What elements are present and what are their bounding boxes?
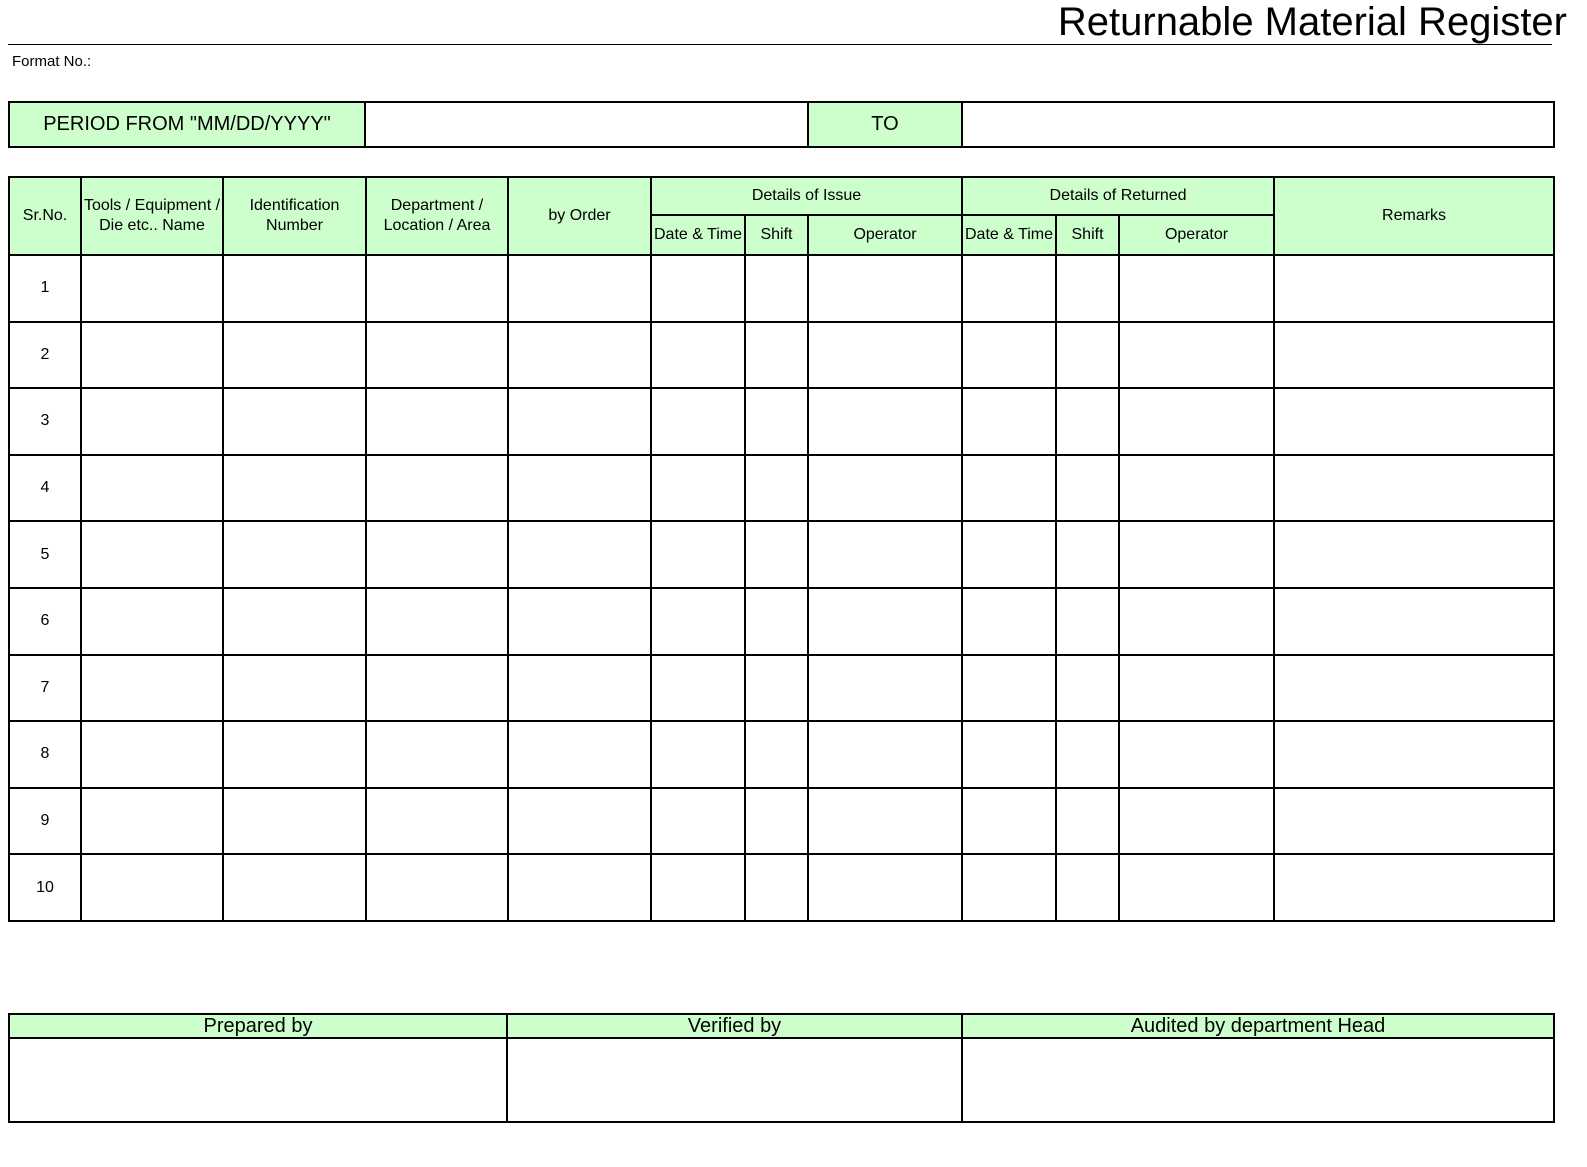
remarks-cell[interactable]	[1274, 655, 1554, 722]
returned-date-time-cell[interactable]	[962, 655, 1056, 722]
issue-operator-cell[interactable]	[808, 588, 962, 655]
header-details-of-returned: Details of Returned	[962, 177, 1274, 215]
identification-number-cell[interactable]	[223, 588, 366, 655]
sr-no-cell: 3	[9, 388, 81, 455]
issue-date-time-cell[interactable]	[651, 655, 745, 722]
returned-date-time-cell[interactable]	[962, 721, 1056, 788]
header-sr-no: Sr.No.	[9, 177, 81, 255]
issue-shift-cell[interactable]	[745, 854, 808, 921]
table-row	[9, 588, 1554, 655]
returned-shift-cell[interactable]	[1056, 455, 1119, 522]
signature-table	[8, 1013, 1555, 1123]
period-table	[8, 101, 1555, 148]
issue-shift-cell[interactable]	[745, 255, 808, 322]
returned-date-time-cell[interactable]	[962, 588, 1056, 655]
tools-name-cell[interactable]	[81, 655, 223, 722]
returned-date-time-cell[interactable]	[962, 255, 1056, 322]
issue-operator-cell[interactable]	[808, 322, 962, 389]
audited-by-label: Audited by department Head	[962, 1014, 1554, 1038]
issue-date-time-cell[interactable]	[651, 455, 745, 522]
table-row	[9, 721, 1554, 788]
by-order-cell[interactable]	[508, 721, 651, 788]
issue-shift-cell[interactable]	[745, 655, 808, 722]
by-order-cell[interactable]	[508, 788, 651, 855]
page-title: Returnable Material Register	[1057, 0, 1567, 44]
issue-date-time-cell[interactable]	[651, 255, 745, 322]
department-cell[interactable]	[366, 588, 508, 655]
returned-shift-cell[interactable]	[1056, 854, 1119, 921]
header-tools-name: Tools / Equipment / Die etc.. Name	[81, 177, 223, 255]
identification-number-cell[interactable]	[223, 721, 366, 788]
tools-name-cell[interactable]	[81, 521, 223, 588]
remarks-cell[interactable]	[1274, 788, 1554, 855]
identification-number-cell[interactable]	[223, 322, 366, 389]
by-order-cell[interactable]	[508, 255, 651, 322]
tools-name-cell[interactable]	[81, 455, 223, 522]
header-issue-date-time: Date & Time	[651, 215, 745, 255]
by-order-cell[interactable]	[508, 388, 651, 455]
identification-number-cell[interactable]	[223, 521, 366, 588]
tools-name-cell[interactable]	[81, 388, 223, 455]
issue-operator-cell[interactable]	[808, 721, 962, 788]
department-cell[interactable]	[366, 388, 508, 455]
department-cell[interactable]	[366, 455, 508, 522]
department-cell[interactable]	[366, 788, 508, 855]
period-from-field[interactable]	[365, 102, 808, 147]
returned-shift-cell[interactable]	[1056, 322, 1119, 389]
sr-no-cell: 8	[9, 721, 81, 788]
header-by-order: by Order	[508, 177, 651, 255]
department-cell[interactable]	[366, 255, 508, 322]
issue-shift-cell[interactable]	[745, 322, 808, 389]
header-issue-operator: Operator	[808, 215, 962, 255]
issue-operator-cell[interactable]	[808, 521, 962, 588]
remarks-cell[interactable]	[1274, 322, 1554, 389]
register-table	[8, 176, 1555, 922]
table-row	[9, 521, 1554, 588]
identification-number-cell[interactable]	[223, 788, 366, 855]
issue-shift-cell[interactable]	[745, 521, 808, 588]
remarks-cell[interactable]	[1274, 388, 1554, 455]
by-order-cell[interactable]	[508, 655, 651, 722]
sr-no-cell: 6	[9, 588, 81, 655]
returned-date-time-cell[interactable]	[962, 388, 1056, 455]
returned-shift-cell[interactable]	[1056, 588, 1119, 655]
sr-no-cell: 4	[9, 455, 81, 522]
identification-number-cell[interactable]	[223, 854, 366, 921]
returned-date-time-cell[interactable]	[962, 788, 1056, 855]
table-row	[9, 255, 1554, 322]
table-row	[9, 322, 1554, 389]
header-returned-shift: Shift	[1056, 215, 1119, 255]
returned-operator-cell[interactable]	[1119, 588, 1274, 655]
by-order-cell[interactable]	[508, 588, 651, 655]
table-row	[9, 455, 1554, 522]
remarks-cell[interactable]	[1274, 588, 1554, 655]
remarks-cell[interactable]	[1274, 521, 1554, 588]
sr-no-cell: 10	[9, 854, 81, 921]
by-order-cell[interactable]	[508, 854, 651, 921]
title-underline	[8, 44, 1552, 45]
issue-operator-cell[interactable]	[808, 655, 962, 722]
returned-operator-cell[interactable]	[1119, 721, 1274, 788]
department-cell[interactable]	[366, 721, 508, 788]
returned-operator-cell[interactable]	[1119, 521, 1274, 588]
department-cell[interactable]	[366, 854, 508, 921]
remarks-cell[interactable]	[1274, 455, 1554, 522]
returned-date-time-cell[interactable]	[962, 854, 1056, 921]
returned-date-time-cell[interactable]	[962, 455, 1056, 522]
by-order-cell[interactable]	[508, 455, 651, 522]
header-department: Department / Location / Area	[366, 177, 508, 255]
tools-name-cell[interactable]	[81, 255, 223, 322]
returned-shift-cell[interactable]	[1056, 521, 1119, 588]
tools-name-cell[interactable]	[81, 322, 223, 389]
returned-operator-cell[interactable]	[1119, 322, 1274, 389]
identification-number-cell[interactable]	[223, 455, 366, 522]
by-order-cell[interactable]	[508, 322, 651, 389]
remarks-cell[interactable]	[1274, 255, 1554, 322]
issue-date-time-cell[interactable]	[651, 521, 745, 588]
issue-date-time-cell[interactable]	[651, 721, 745, 788]
issue-date-time-cell[interactable]	[651, 388, 745, 455]
issue-operator-cell[interactable]	[808, 788, 962, 855]
department-cell[interactable]	[366, 322, 508, 389]
tools-name-cell[interactable]	[81, 588, 223, 655]
issue-date-time-cell[interactable]	[651, 854, 745, 921]
table-row	[9, 788, 1554, 855]
returned-operator-cell[interactable]	[1119, 854, 1274, 921]
prepared-by-label: Prepared by	[9, 1014, 507, 1038]
prepared-by-signature-field[interactable]	[9, 1038, 507, 1122]
returned-operator-cell[interactable]	[1119, 655, 1274, 722]
returned-operator-cell[interactable]	[1119, 255, 1274, 322]
table-row	[9, 655, 1554, 722]
remarks-cell[interactable]	[1274, 854, 1554, 921]
issue-date-time-cell[interactable]	[651, 588, 745, 655]
tools-name-cell[interactable]	[81, 721, 223, 788]
issue-shift-cell[interactable]	[745, 721, 808, 788]
verified-by-signature-field[interactable]	[507, 1038, 962, 1122]
returned-date-time-cell[interactable]	[962, 322, 1056, 389]
issue-shift-cell[interactable]	[745, 388, 808, 455]
tools-name-cell[interactable]	[81, 788, 223, 855]
verified-by-label: Verified by	[507, 1014, 962, 1038]
identification-number-cell[interactable]	[223, 655, 366, 722]
returned-operator-cell[interactable]	[1119, 455, 1274, 522]
issue-shift-cell[interactable]	[745, 788, 808, 855]
returned-shift-cell[interactable]	[1056, 255, 1119, 322]
returned-shift-cell[interactable]	[1056, 721, 1119, 788]
audited-by-signature-field[interactable]	[962, 1038, 1554, 1122]
returned-shift-cell[interactable]	[1056, 788, 1119, 855]
sr-no-cell: 1	[9, 255, 81, 322]
sr-no-cell: 7	[9, 655, 81, 722]
by-order-cell[interactable]	[508, 521, 651, 588]
issue-operator-cell[interactable]	[808, 455, 962, 522]
period-to-field[interactable]	[962, 102, 1554, 147]
table-row	[9, 388, 1554, 455]
sr-no-cell: 9	[9, 788, 81, 855]
issue-operator-cell[interactable]	[808, 255, 962, 322]
header-returned-date-time: Date & Time	[962, 215, 1056, 255]
sr-no-cell: 5	[9, 521, 81, 588]
returned-operator-cell[interactable]	[1119, 788, 1274, 855]
header-remarks: Remarks	[1274, 177, 1554, 255]
issue-operator-cell[interactable]	[808, 388, 962, 455]
returned-operator-cell[interactable]	[1119, 388, 1274, 455]
returned-shift-cell[interactable]	[1056, 388, 1119, 455]
period-from-label: PERIOD FROM "MM/DD/YYYY"	[9, 102, 365, 147]
issue-operator-cell[interactable]	[808, 854, 962, 921]
issue-shift-cell[interactable]	[745, 588, 808, 655]
identification-number-cell[interactable]	[223, 255, 366, 322]
issue-date-time-cell[interactable]	[651, 322, 745, 389]
header-issue-shift: Shift	[745, 215, 808, 255]
department-cell[interactable]	[366, 521, 508, 588]
header-details-of-issue: Details of Issue	[651, 177, 962, 215]
identification-number-cell[interactable]	[223, 388, 366, 455]
period-to-label: TO	[808, 102, 962, 147]
table-row	[9, 854, 1554, 921]
tools-name-cell[interactable]	[81, 854, 223, 921]
header-identification-number: Identification Number	[223, 177, 366, 255]
issue-date-time-cell[interactable]	[651, 788, 745, 855]
format-number-label: Format No.:	[12, 53, 92, 70]
issue-shift-cell[interactable]	[745, 455, 808, 522]
remarks-cell[interactable]	[1274, 721, 1554, 788]
sr-no-cell: 2	[9, 322, 81, 389]
returned-shift-cell[interactable]	[1056, 655, 1119, 722]
department-cell[interactable]	[366, 655, 508, 722]
returned-date-time-cell[interactable]	[962, 521, 1056, 588]
header-returned-operator: Operator	[1119, 215, 1274, 255]
